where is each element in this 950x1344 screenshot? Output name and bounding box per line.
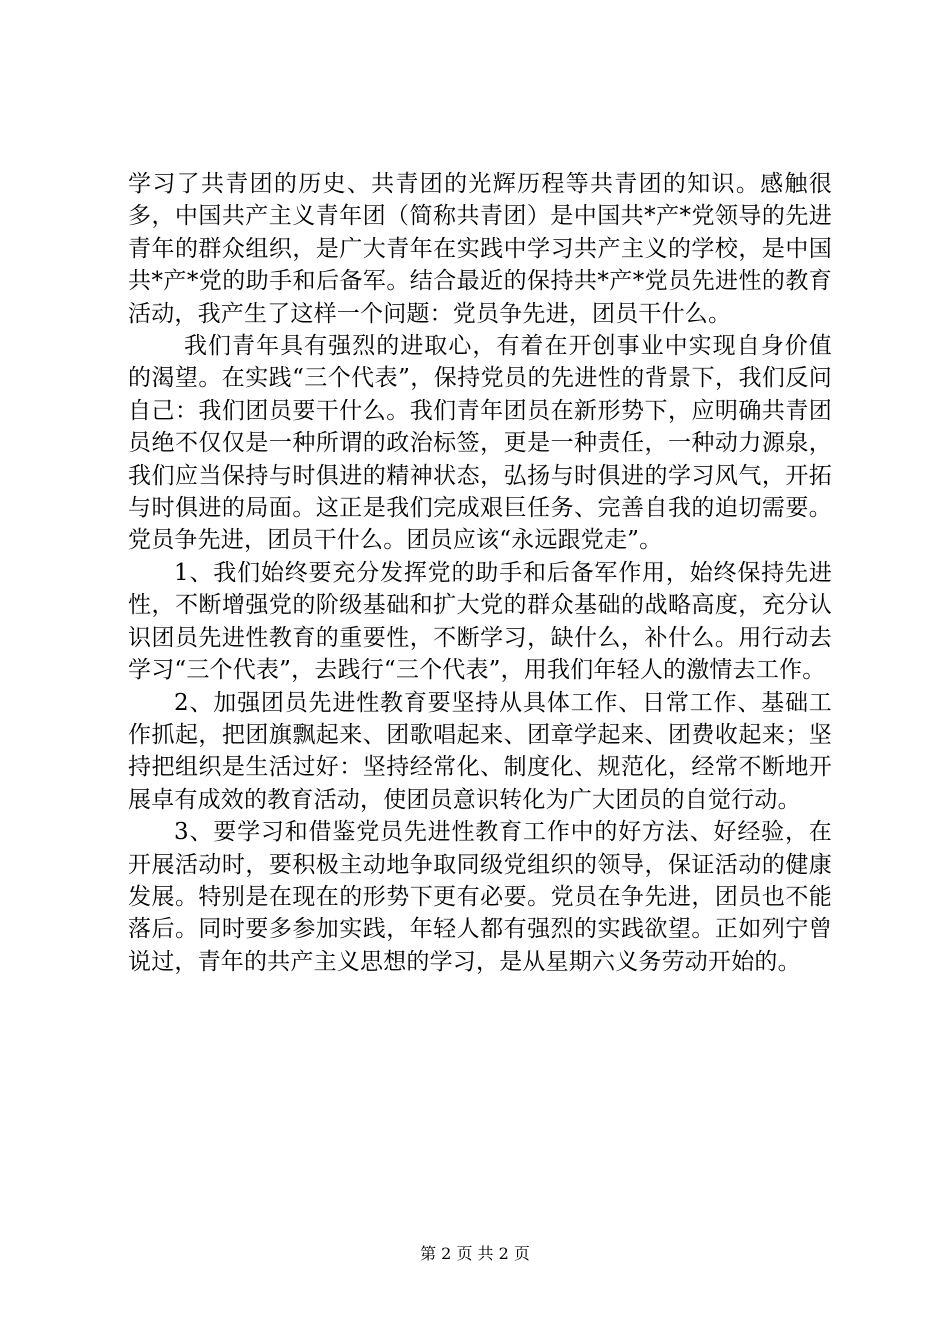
paragraph-point-2: 2、加强团员先进性教育要坚持从具体工作、日常工作、基础工作抓起，把团旗飘起来、团歌唱起来、团章学起来、团费收起来；坚持把组织是生活过好：坚持经常化、制度化、规范化，经常不断地开展卓有成效的教育活动，使团员意识转化为广大团员的自觉行动。 — [128, 689, 832, 813]
document-body — [128, 168, 832, 978]
paragraph-intro: 学习了共青团的历史、共青团的光辉历程等共青团的知识。感触很多，中国共产主义青年团（简称共青团）是中国共*产*党领导的先进青年的群众组织，是广大青年在实践中学习共产主义的学校，是中国共*产*党的助手和后备军。结合最近的保持共*产*党员先进性的教育活动，我产生了这样一个问题：党员争先进，团员干什么。 — [128, 171, 832, 327]
paragraph-youth: 我们青年具有强烈的进取心，有着在开创事业中实现自身价值的渴望。在实践“三个代表”，保持党员的先进性的背景下，我们反问自己：我们团员要干什么。我们青年团员在新形势下，应明确共青团员绝不仅仅是一种所谓的政治标签，更是一种责任，一种动力源泉，我们应当保持与时俱进的精神状态，弘扬与时俱进的学习风气，开拓与时俱进的局面。这正是我们完成艰巨任务、完善自我的迫切需要。党员争先进，团员干什么。团员应该“永远跟党走”。 — [128, 333, 832, 554]
paragraph-point-1: 1、我们始终要充分发挥党的助手和后备军作用，始终保持先进性，不断增强党的阶级基础和扩大党的群众基础的战略高度，充分认识团员先进性教育的重要性，不断学习，缺什么，补什么。用行动去学习“三个代表”，去践行“三个代表”，用我们年轻人的激情去工作。 — [128, 559, 832, 684]
page-footer: 第 2 页 共 2 页 — [420, 1244, 530, 1263]
paragraph-point-3: 3、要学习和借鉴党员先进性教育工作中的好方法、好经验，在开展活动时，要积极主动地争取同级党组织的领导，保证活动的健康发展。特别是在现在的形势下更有必要。党员在争先进，团员也不能落后。同时要多参加实践，年轻人都有强烈的实践欲望。正如列宁曾说过，青年的共产主义思想的学习，是从星期六义务劳动开始的。 — [128, 819, 832, 975]
